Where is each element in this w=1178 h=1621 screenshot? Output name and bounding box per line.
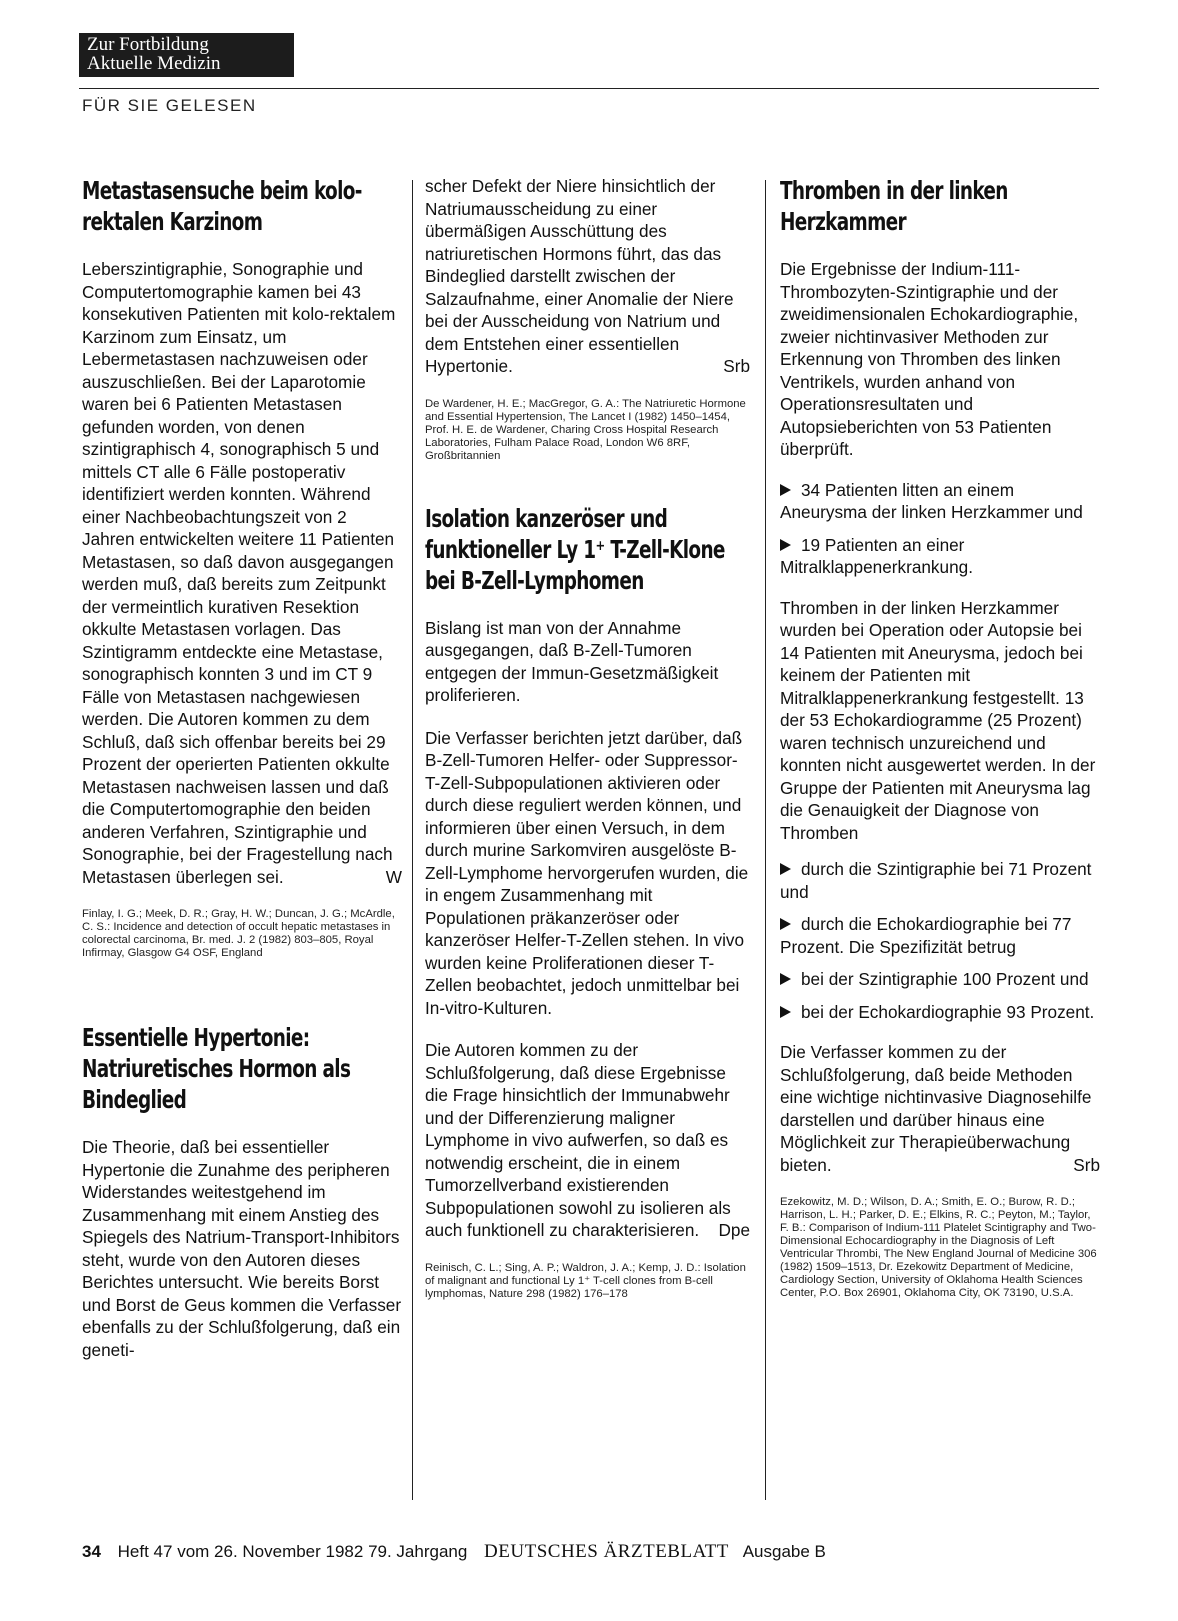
article-paragraph: Die Verfasser berichten jetzt darüber, daß B-Zell-Tumoren Helfer- oder Suppressor-T-Zell-Subpopulationen aktivieren oder durch diese reguliert werden können, und informieren über einen Versuch, in dem durch murine Sarkomviren ausgelöste B-Zell-Lymphome hervorgerufen wurden, die in engem Zusammenhang mit Populationen präkanzeröser oder kanzeröser Helfer-T-Zellen stehen. In vivo wurden keine Proliferationen dieser T-Zellen beobachtet, jedoch unmittelbar bei In-vitro-Kulturen.	[425, 727, 749, 1018]
article-reference: Ezekowitz, M. D.; Wilson, D. A.; Smith, E. O.; Burow, R. D.; Harrison, L. H.; Parker, D. E.; Elkins, R. C.; Peyton, M.; Taylor, F. B.: Comparison of Indium-111 Platelet Scintigraphy and Two-Dimensional Echocardiography in the Diagnosis of Left Ventricular Thrombi, The New England Journal of Medicine 306 (1982) 1509–1513, Dr. Ezekowitz Department of Medicine, Cardiology Section, University of Oklahoma Health Sciences Center, P.O. Box 26901, Oklahoma City, OK 73190, U.S.A.	[780, 1196, 1097, 1299]
page-footer	[82, 1541, 826, 1563]
article-reference: Finlay, I. G.; Meek, D. R.; Gray, H. W.; Duncan, J. G.; McArdle, C. S.: Incidence and detection of occult hepatic metastases in colorectal carcinoma, Br. med. J. 2 (1982) 803–805, Royal Infirmay, Glasgow G4 OSF, England	[82, 908, 395, 959]
bullet-item: 34 Patienten litten an einem Aneurysma der linken Herzkammer und	[780, 479, 1083, 522]
article-signature: Srb	[723, 356, 750, 376]
article-title: Isolation kanzeröser und funktioneller Ly 1⁺ T-Zell-Klone bei B-Zell-Lymphomen	[425, 503, 725, 595]
article-text: scher Defekt der Niere hinsichtlich der Natriumausscheidung zu einer übermäßigen Ausschüttung des natriuretischen Hormons führt, das das Bindeglied darstellt zwischen der Salzaufnahme, einer Anomalie der Niere bei der Ausscheidung von Natrium und dem Entstehen einer essentiellen Hypertonie.	[425, 176, 734, 376]
article-reference: De Wardener, H. E.; MacGregor, G. A.: The Natriuretic Hormone and Essential Hypertension, The Lancet I (1982) 1450–1454, Prof. H. E. de Wardener, Charing Cross Hospital Research Laboratories, Fulham Palace Road, London W6 8RF, Großbritannien	[425, 397, 746, 462]
section-tag-line1: Zur Fortbildung	[87, 34, 209, 55]
article-reference: Reinisch, C. L.; Sing, A. P.; Waldron, J. A.; Kemp, J. D.: Isolation of malignant and functional Ly 1⁺ T-cell clones from B-cell lymphomas, Nature 298 (1982) 176–178	[425, 1261, 746, 1300]
article-body	[425, 175, 750, 378]
page-number: 34	[82, 1542, 101, 1561]
article-paragraph	[780, 1041, 1100, 1176]
bullet-item: bei der Echokardiographie 93 Prozent.	[780, 1001, 1100, 1024]
article-title: Thromben in der linken Herzkammer	[780, 176, 1008, 236]
column-divider	[765, 180, 766, 1500]
article-text: Die Autoren kommen zu der Schlußfolgerung, daß diese Ergebnisse die Frage hinsichtlich der Immunabwehr und der Differenzierung maligner Lymphome in vivo aufwerfen, so daß es notwendig erscheint, die in einem Tumorzellverband existierenden Subpopulationen sowohl zu isolieren als auch funktionell zu charakterisieren.	[425, 1040, 731, 1240]
section-heading: FÜR SIE GELESEN	[82, 96, 257, 115]
bullet-item: durch die Szintigraphie bei 71 Prozent und	[780, 859, 1092, 902]
column-divider	[412, 180, 413, 1500]
header-rule	[79, 88, 1099, 89]
triangle-bullet-icon	[780, 484, 791, 496]
article-paragraph: Thromben in der linken Herzkammer wurden bei Operation oder Autopsie bei 14 Patienten mit Aneurysma, jedoch bei keinem der Patienten mit Mitralklappenerkrankung festgestellt. 13 der 53 Echokardiogramme (25 Prozent) waren technisch unzureichend und konnten nicht ausgewertet werden. In der Gruppe der Patienten mit Aneurysma lag die Genauigkeit der Diagnose von Thromben	[780, 597, 1096, 843]
article-signature: Srb	[1073, 1154, 1100, 1175]
bullet-item: bei der Szintigraphie 100 Prozent und	[780, 968, 1100, 991]
issue-info: Heft 47 vom 26. November 1982 79. Jahrgang	[117, 1542, 468, 1561]
section-tag-line2: Aktuelle Medizin	[87, 53, 221, 74]
bullet-item: durch die Echokardiographie bei 77 Prozent. Die Spezifizität betrug	[780, 914, 1072, 957]
column-2	[425, 175, 750, 1301]
triangle-bullet-icon	[780, 918, 791, 930]
article-paragraph: Bislang ist man von der Annahme ausgegangen, daß B-Zell-Tumoren entgegen der Immun-Gesetzmäßigkeit proliferieren.	[425, 617, 719, 705]
article-paragraph: Die Ergebnisse der Indium-111-Thrombozyten-Szintigraphie und der zweidimensionalen Echokardiographie, zweier nichtinvasiver Methoden zur Erkennung von Thromben des linken Ventrikels, wurden anhand von Operationsresultaten und Autopsieberichten von 53 Patienten überprüft.	[780, 259, 1079, 459]
article-signature: W	[385, 866, 402, 887]
article-text: Die Verfasser kommen zu der Schlußfolgerung, daß beide Methoden eine wichtige nichtinvasive Diagnosehilfe darstellen und darüber hinaus eine Möglichkeit zur Therapieüberwachung bieten.	[780, 1042, 1092, 1175]
article-signature: Dpe	[718, 1220, 750, 1240]
bullet-item: 19 Patienten an einer Mitralklappenerkrankung.	[780, 534, 973, 577]
column-1	[82, 175, 402, 1371]
article-paragraph	[425, 1039, 750, 1242]
triangle-bullet-icon	[780, 863, 791, 875]
article-body	[82, 258, 402, 888]
triangle-bullet-icon	[780, 973, 791, 985]
article-text: Leberszintigraphie, Sonographie und Computertomographie kamen bei 43 konsekutiven Patienten mit kolo-rektalem Karzinom zum Einsatz, um Lebermetastasen nachzuweisen oder auszuschließen. Bei der Laparotomie waren bei 6 Patienten Metastasen gefunden worden, von denen szintigraphisch 4, sonographisch 5 und mittels CT alle 6 Fälle postoperativ identifiziert werden konnten. Während einer Nachbeobachtungszeit von 2 Jahren entwickelten weitere 11 Patienten Metastasen, so daß davon ausgegangen werden muß, daß bereits zum Zeitpunkt der vermeintlich kurativen Resektion okkulte Metastasen vorlagen. Das Szintigramm entdeckte eine Metastase, sonographisch konnten 3 und im CT 9 Fälle von Metastasen nachgewiesen werden. Die Autoren kommen zu dem Schluß, daß sich offenbar bereits bei 29 Prozent der operierten Patienten okkulte Metastasen nachweisen lassen und daß die Computertomographie den beiden anderen Verfahren, Szintigraphie und Sonographie, bei der Fragestellung nach Metastasen überlegen sei.	[82, 259, 396, 887]
triangle-bullet-icon	[780, 539, 791, 551]
section-tag	[79, 33, 294, 77]
article-body: Die Theorie, daß bei essentieller Hypertonie die Zunahme des peripheren Widerstandes weitestgehend im Zusammenhang mit einem Anstieg des Spiegels des Natrium-Transport-Inhibitors steht, wurde von den Autoren dieses Berichtes untersucht. Wie bereits Borst und Borst de Geus kommen die Verfasser ebenfalls zu der Schlußfolgerung, daß ein geneti-	[82, 1137, 402, 1360]
article-title: Metastasensuche beim kolo-rektalen Karzinom	[82, 176, 362, 236]
magazine-name: DEUTSCHES ÄRZTEBLATT	[484, 1541, 729, 1562]
column-3	[780, 175, 1100, 1300]
article-title: Essentielle Hypertonie: Natriuretisches Hormon als Bindeglied	[82, 1023, 351, 1114]
triangle-bullet-icon	[780, 1006, 791, 1018]
edition-label: Ausgabe B	[742, 1542, 826, 1561]
